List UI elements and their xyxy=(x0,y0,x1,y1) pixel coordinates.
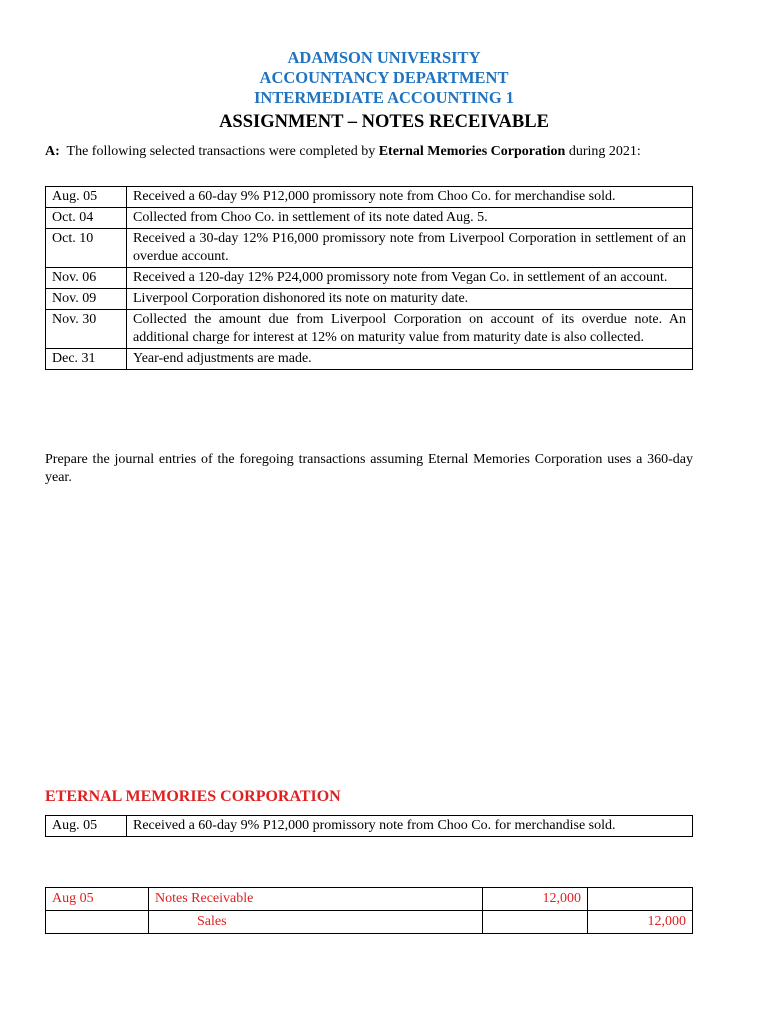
transaction-description: Liverpool Corporation dishonored its note on maturity date. xyxy=(127,289,693,310)
transaction-date: Aug. 05 xyxy=(46,816,127,837)
table-row xyxy=(46,816,693,837)
journal-row xyxy=(46,911,693,934)
transaction-description: Received a 30-day 12% P16,000 promissory note from Liverpool Corporation in settlement of an overdue account. xyxy=(127,229,693,268)
transaction-description: Collected from Choo Co. in settlement of its note dated Aug. 5. xyxy=(127,208,693,229)
journal-date: Aug 05 xyxy=(46,888,149,911)
answer-transaction-table xyxy=(45,815,693,837)
table-row xyxy=(46,349,693,370)
department-name: ACCOUNTANCY DEPARTMENT xyxy=(259,68,509,87)
transaction-date: Oct. 10 xyxy=(46,229,127,268)
transactions-table xyxy=(45,186,693,370)
table-row xyxy=(46,310,693,349)
journal-account: Notes Receivable xyxy=(149,888,483,911)
intro-text-after: during 2021: xyxy=(568,144,641,159)
transaction-description: Received a 60-day 9% P12,000 promissory note from Choo Co. for merchandise sold. xyxy=(127,816,693,837)
transaction-date: Nov. 06 xyxy=(46,268,127,289)
university-name: ADAMSON UNIVERSITY xyxy=(287,48,481,67)
part-label: A: xyxy=(45,144,60,159)
answer-section-title: ETERNAL MEMORIES CORPORATION xyxy=(45,788,341,805)
transaction-date: Dec. 31 xyxy=(46,349,127,370)
table-row xyxy=(46,187,693,208)
instructions-paragraph: Prepare the journal entries of the foregoing transactions assuming Eternal Memories Corporation uses a 360-day year. xyxy=(45,452,693,485)
intro-paragraph xyxy=(45,143,693,161)
transaction-date: Aug. 05 xyxy=(46,187,127,208)
table-row xyxy=(46,229,693,268)
journal-row xyxy=(46,888,693,911)
course-name: INTERMEDIATE ACCOUNTING 1 xyxy=(253,88,515,107)
journal-date xyxy=(46,911,149,934)
transaction-description: Year-end adjustments are made. xyxy=(127,349,693,370)
table-row xyxy=(46,208,693,229)
journal-credit: 12,000 xyxy=(588,911,693,934)
journal-debit xyxy=(483,911,588,934)
assignment-title: ASSIGNMENT – NOTES RECEIVABLE xyxy=(219,112,549,132)
company-name: Eternal Memories Corporation xyxy=(378,144,566,159)
table-row xyxy=(46,268,693,289)
journal-account: Sales xyxy=(149,911,483,934)
table-row xyxy=(46,289,693,310)
intro-text-before: The following selected transactions were completed by xyxy=(66,144,376,159)
transaction-date: Nov. 09 xyxy=(46,289,127,310)
transaction-description: Received a 120-day 12% P24,000 promissory note from Vegan Co. in settlement of an account. xyxy=(127,268,693,289)
transaction-description: Received a 60-day 9% P12,000 promissory note from Choo Co. for merchandise sold. xyxy=(127,187,693,208)
transaction-date: Oct. 04 xyxy=(46,208,127,229)
journal-entries-table xyxy=(45,887,693,934)
journal-debit: 12,000 xyxy=(483,888,588,911)
transaction-date: Nov. 30 xyxy=(46,310,127,349)
transaction-description: Collected the amount due from Liverpool Corporation on account of its overdue note. An additional charge for interest at 12% on maturity value from maturity date is also collected. xyxy=(127,310,693,349)
journal-credit xyxy=(588,888,693,911)
